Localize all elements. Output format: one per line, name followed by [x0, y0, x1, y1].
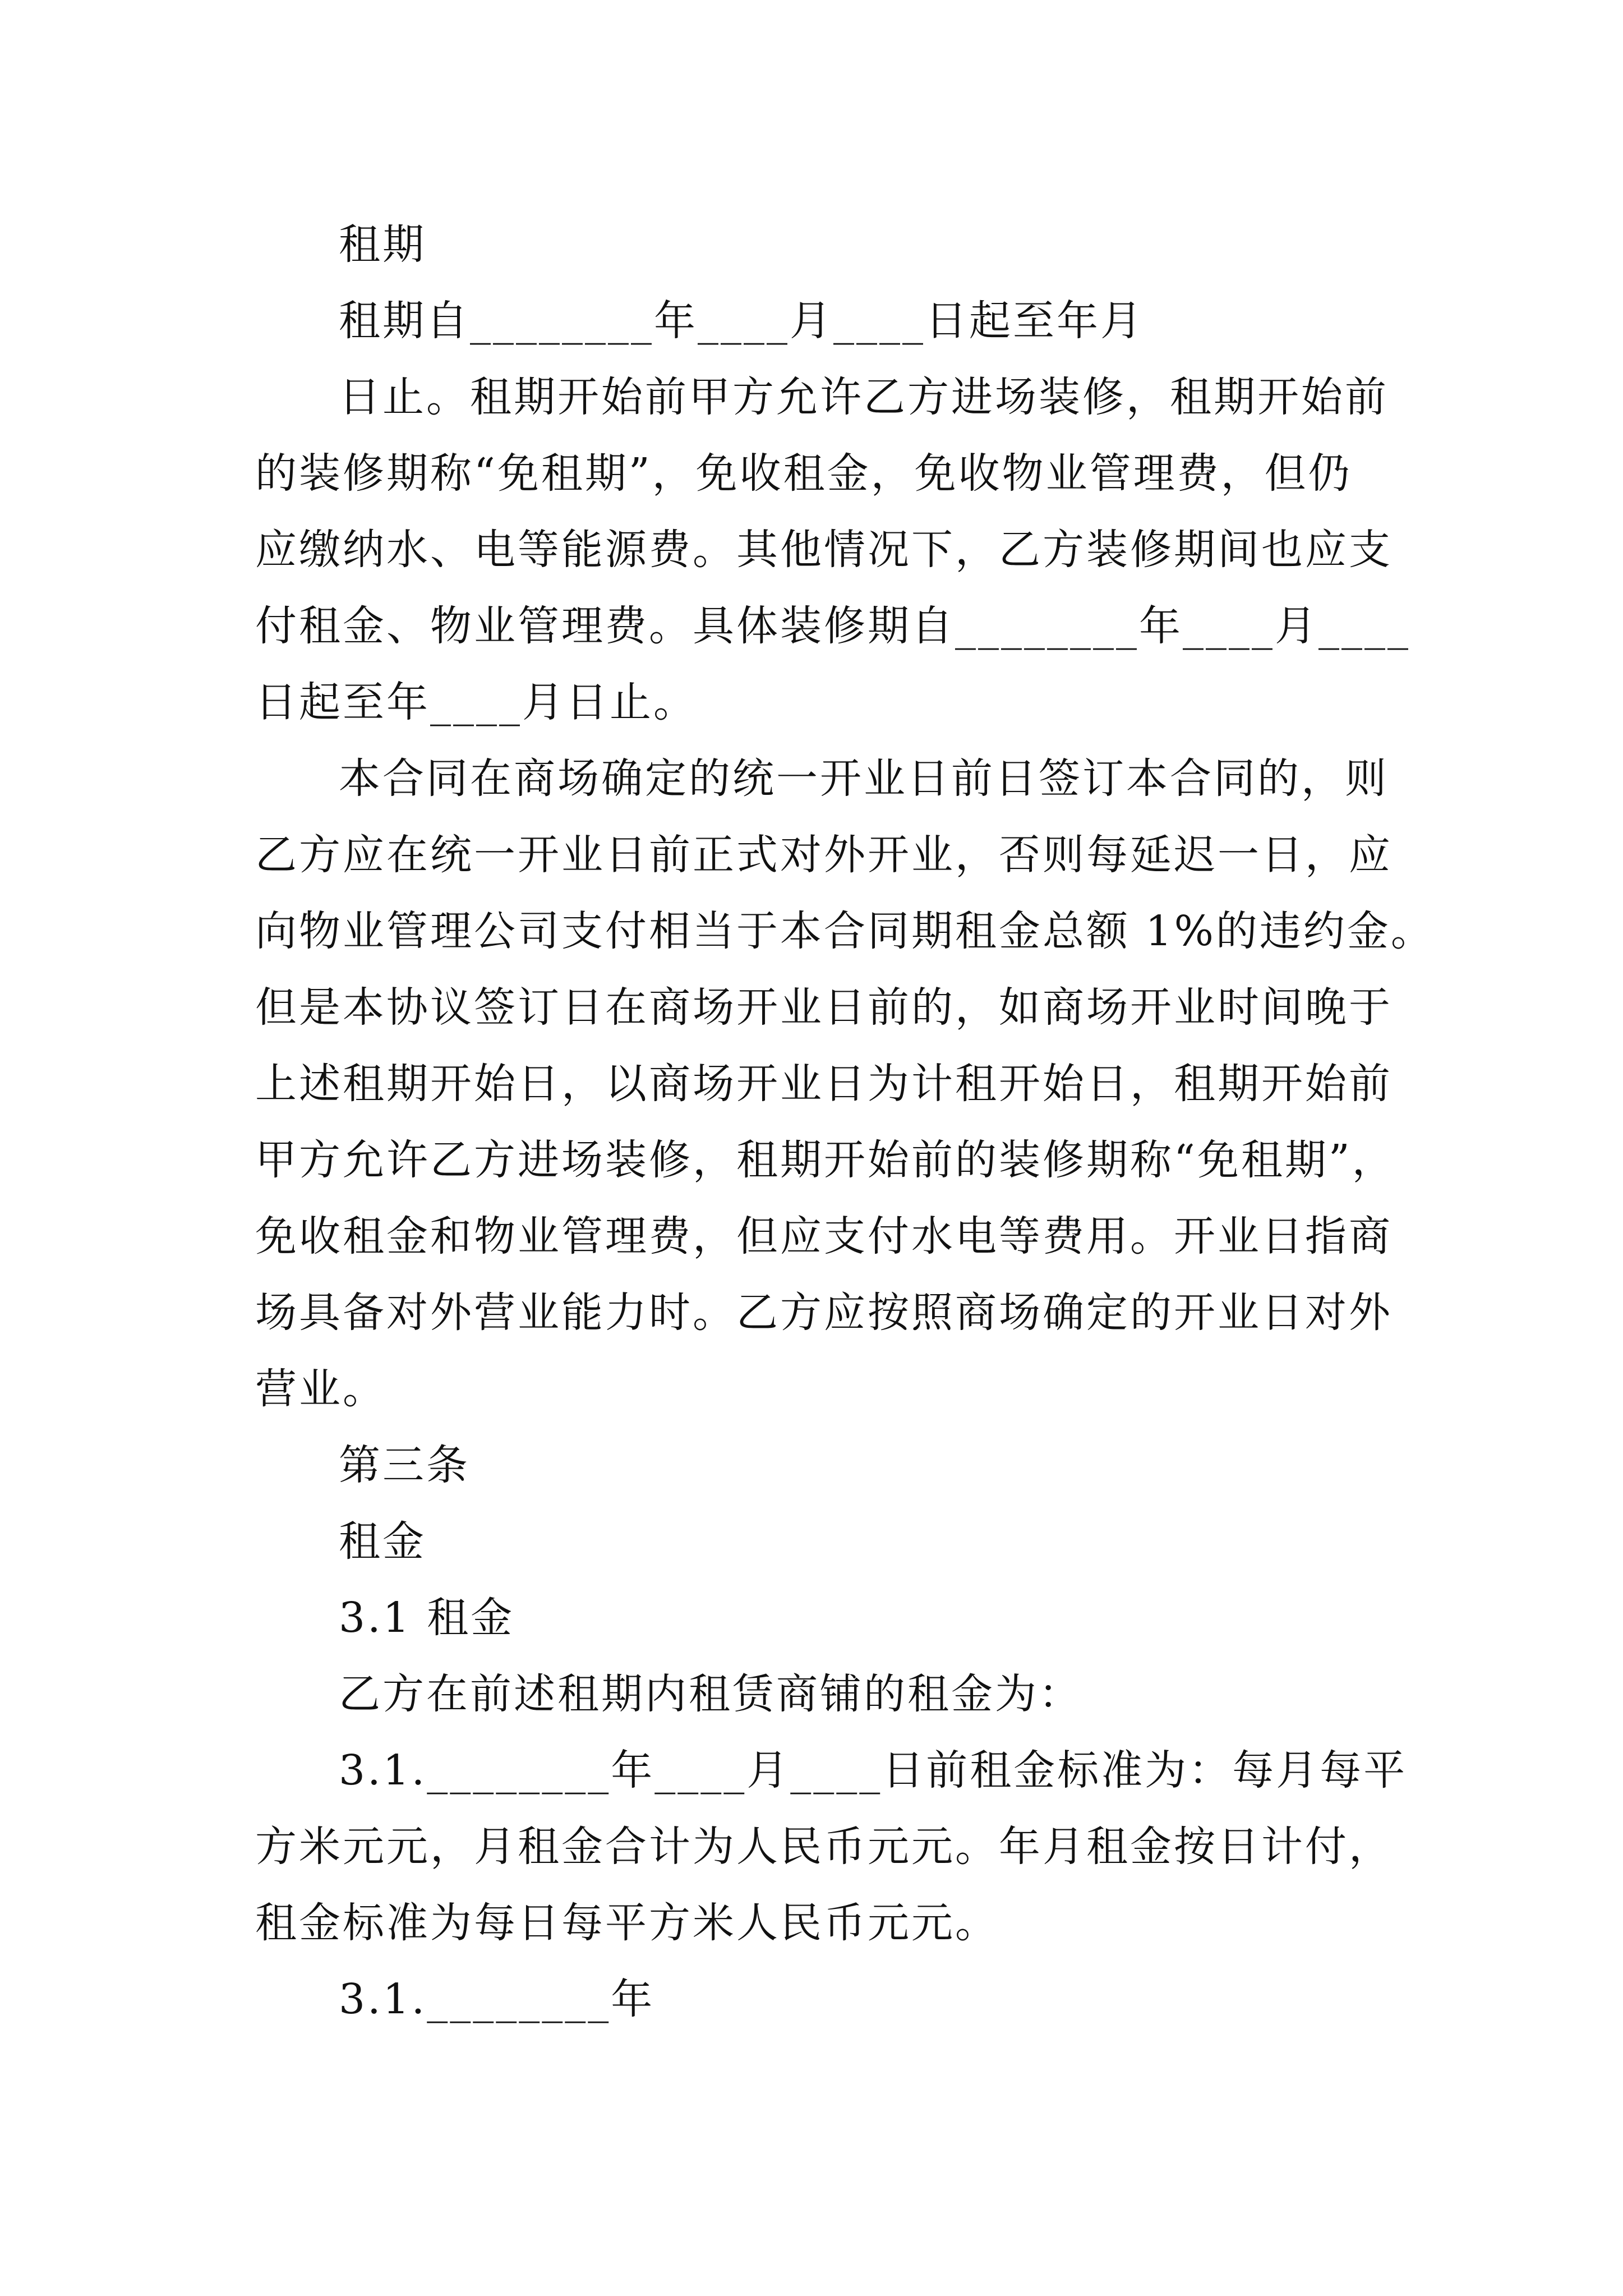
text-line: 日起至年____月日止。 — [255, 678, 697, 726]
text-line: 方米元元，月租金合计为人民币元元。年月租金按日计付， — [255, 1823, 1393, 1871]
text-line: 本合同在商场确定的统一开业日前日签订本合同的，则 — [339, 754, 1389, 803]
text-line: 甲方允许乙方进场装修，租期开始前的装修期称“免租期”， — [255, 1136, 1396, 1184]
text-line: 付租金、物业管理费。具体装修期自________年____月____ — [255, 602, 1410, 650]
text-line: 营业。 — [255, 1365, 386, 1413]
heading-rent: 租金 — [339, 1517, 426, 1566]
text-line: 3.1.________年____月____日前租金标准为：每月每平 — [339, 1746, 1408, 1795]
text-line: 3.1.________年 — [339, 1975, 655, 2023]
text-line: 日止。租期开始前甲方允许乙方进场装修，租期开始前 — [339, 373, 1389, 421]
text-line: 场具备对外营业能力时。乙方应按照商场确定的开业日对外 — [255, 1289, 1393, 1337]
text-line: 上述租期开始日，以商场开业日为计租开始日，租期开始前 — [255, 1060, 1393, 1108]
text-line: 租期自________年____月____日起至年月 — [339, 297, 1144, 345]
text-line: 免收租金和物业管理费，但应支付水电等费用。开业日指商 — [255, 1212, 1393, 1260]
text-line: 但是本协议签订日在商场开业日前的，如商场开业时间晚于 — [255, 983, 1393, 1032]
text-line: 的装修期称“免租期”，免收租金，免收物业管理费，但仍 — [255, 449, 1352, 498]
text-line: 向物业管理公司支付相当于本合同期租金总额 1%的违约金。 — [255, 907, 1435, 955]
text-line: 租金标准为每日每平方米人民币元元。 — [255, 1899, 999, 1947]
heading-article-three: 第三条 — [339, 1441, 470, 1489]
text-line: 应缴纳水、电等能源费。其他情况下，乙方装修期间也应支 — [255, 526, 1393, 574]
text-line: 乙方在前述租期内租赁商铺的租金为： — [339, 1670, 1082, 1718]
heading-section-3-1: 3.1 租金 — [339, 1594, 515, 1642]
heading-lease-term: 租期 — [339, 220, 426, 269]
text-line: 乙方应在统一开业日前正式对外开业，否则每延迟一日，应 — [255, 831, 1393, 879]
